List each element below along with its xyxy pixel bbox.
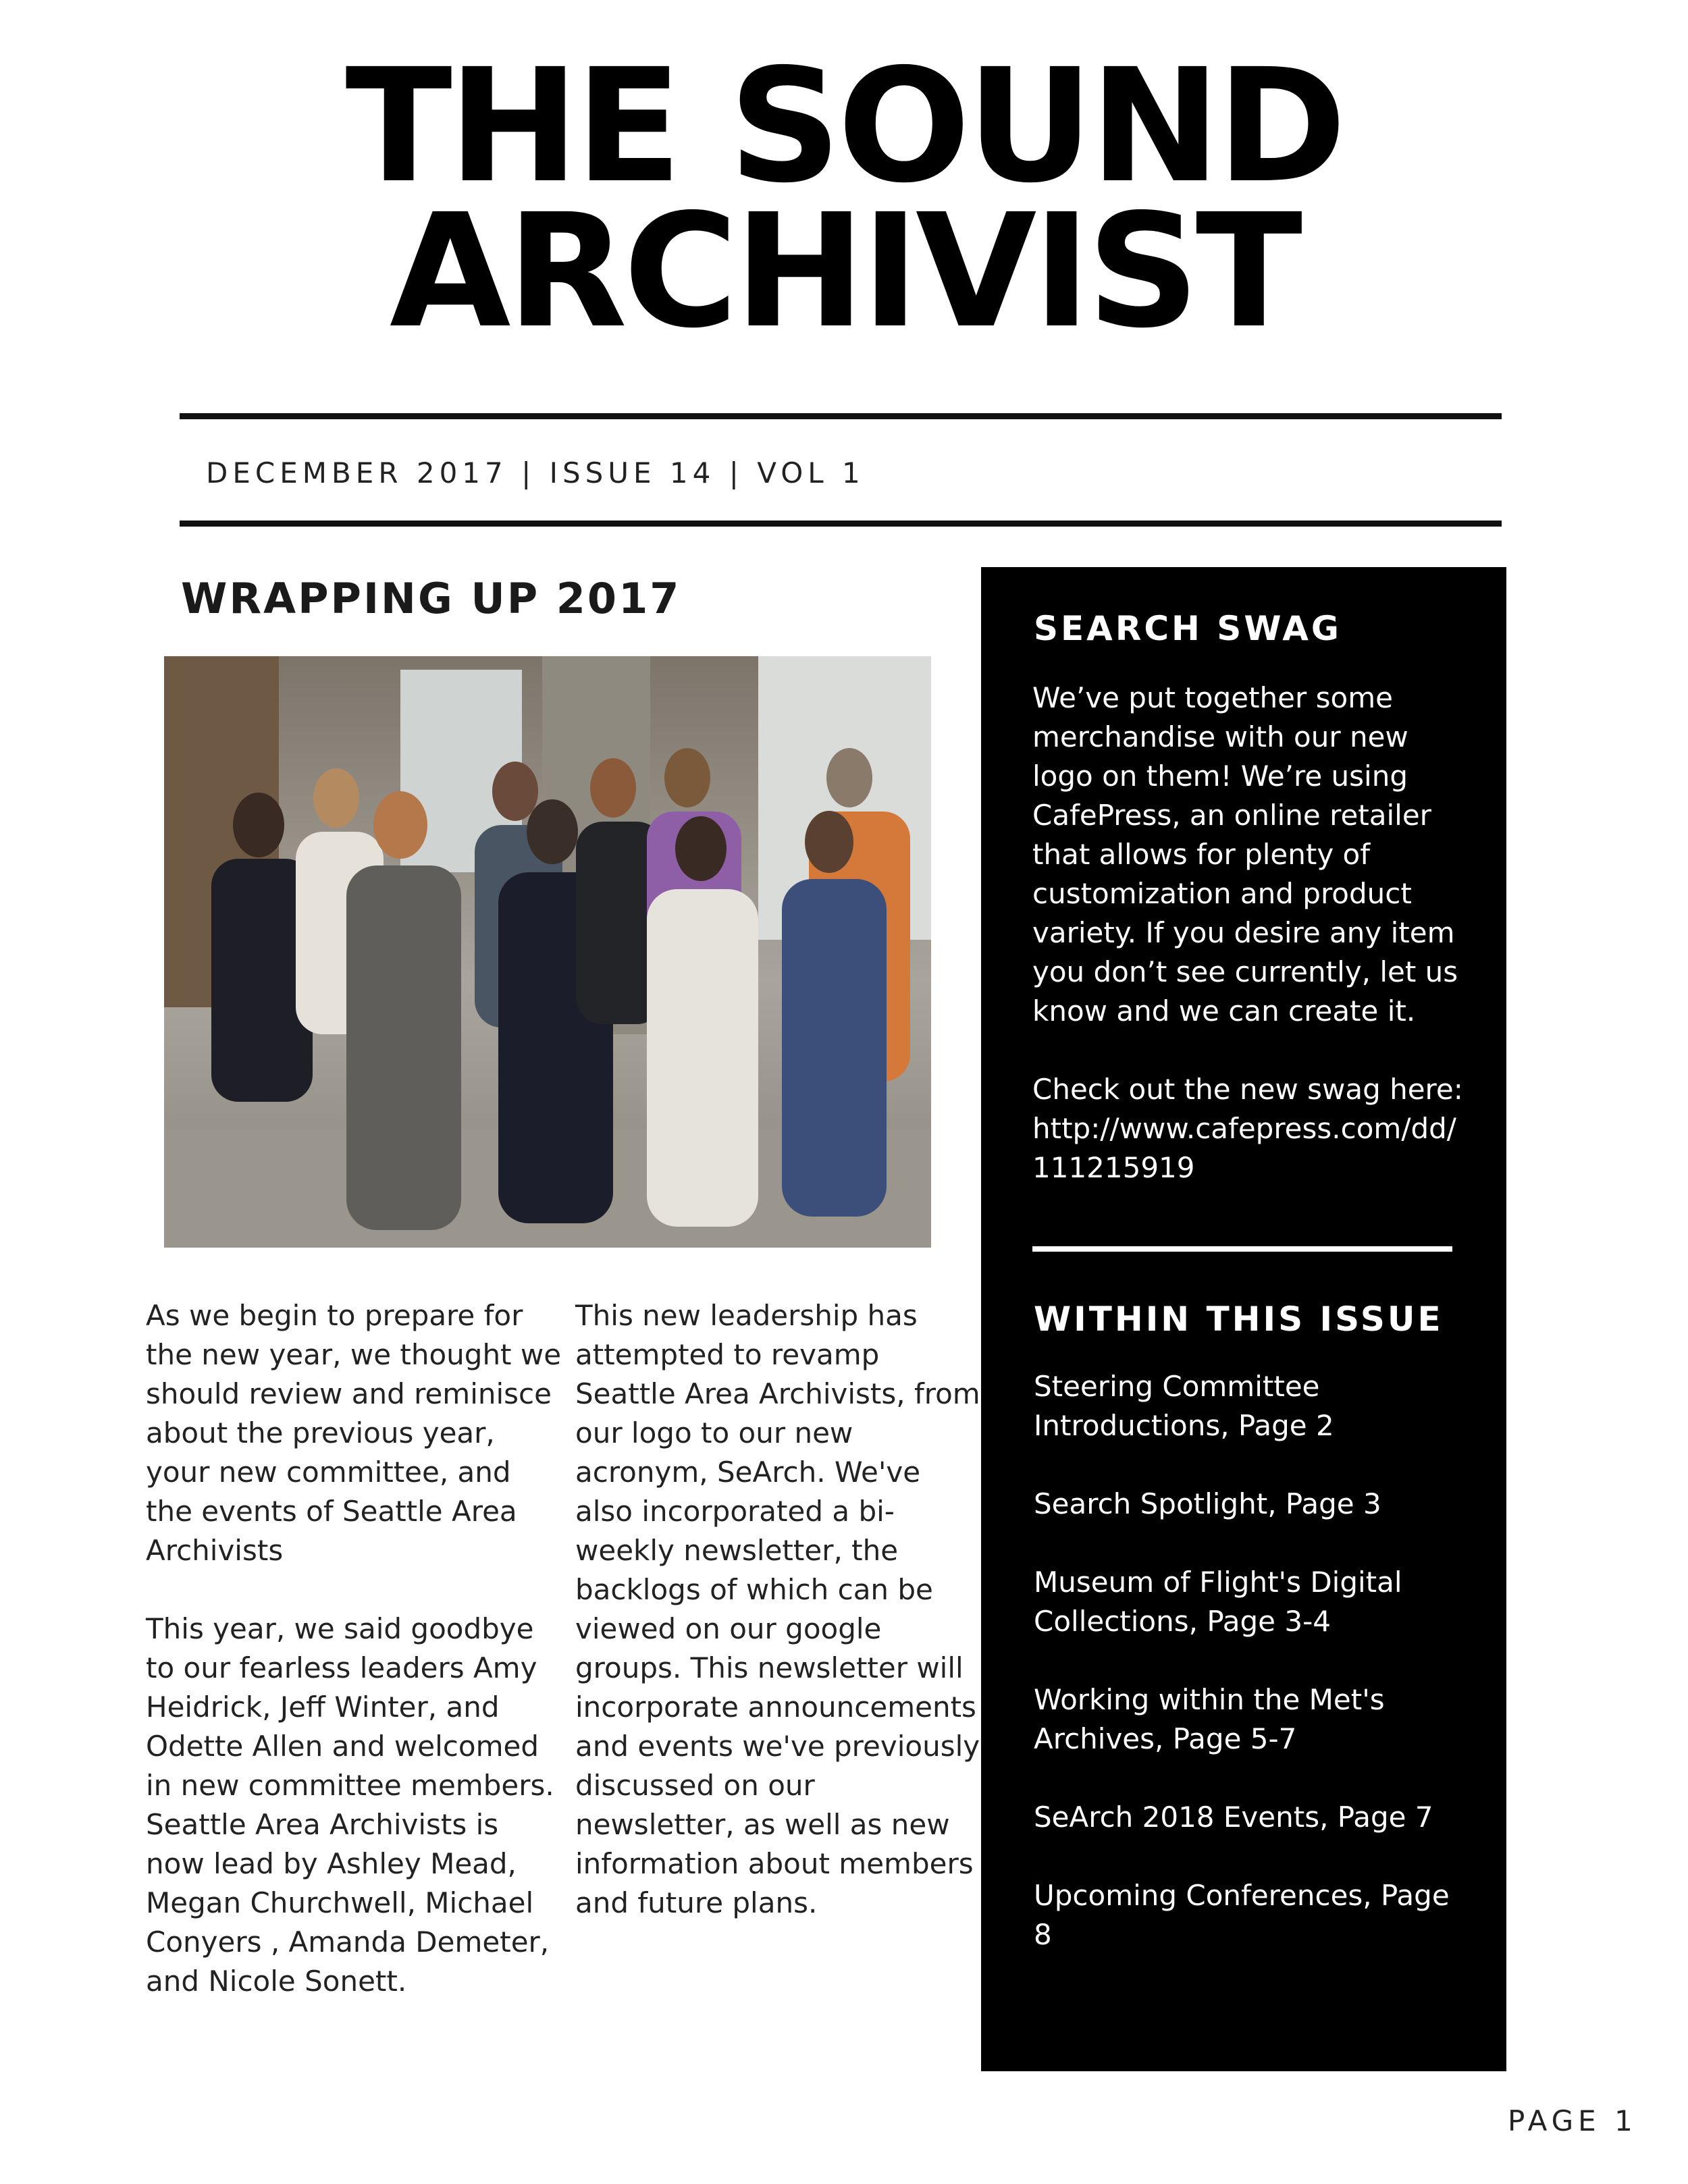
sidebar-divider	[1032, 1246, 1452, 1252]
sidebar-panel	[981, 567, 1506, 2071]
toc-item: Working within the Met's Archives, Page 5-7	[1034, 1683, 1385, 1755]
toc-item: Museum of Flight's Digital Collections, Page 3-4	[1034, 1566, 1402, 1638]
article-paragraph: This year, we said goodbye to our fearless leaders Amy Heidrick, Jeff Winter, and Odette Allen and welcomed in new committee members. Seattle Area Archivists is now lead by Ashley Mead, Megan Churchwell, Michael Conyers , Amanda Demeter, and Nicole Sonett.	[146, 1612, 554, 1998]
article-column-right	[575, 1296, 980, 1962]
toc-item: SeArch 2018 Events, Page 7	[1034, 1801, 1433, 1834]
toc-list	[1034, 1367, 1466, 1994]
masthead-line-2: ARCHIVIST	[389, 180, 1299, 363]
article-paragraph: As we begin to prepare for the new year, we thought we should review and reminisce about the previous year, your new committee, and the events of Seattle Area Archivists	[146, 1299, 562, 1567]
masthead-line-1: THE SOUND	[345, 35, 1343, 217]
article-paragraph: This new leadership has attempted to revamp Seattle Area Archivists, from our logo to our new acronym, SeArch. We've also incorporated a bi-weekly newsletter, the backlogs of which can be viewed on our google groups. This newsletter will incorporate announcements and events we've previously discussed on our newsletter, as well as new information about members and future plans.	[575, 1299, 980, 1919]
masthead-title	[0, 35, 1688, 363]
swag-title: SEARCH SWAG	[1034, 609, 1342, 648]
swag-body	[1032, 678, 1465, 1227]
page-number: PAGE 1	[1508, 2104, 1637, 2137]
swag-paragraph: We’ve put together some merchandise with our new logo on them! We’re using CafePress, an online retailer that allows for plenty of customization and product variety. If you desire any item you don’t see currently, let us know and we can create it.	[1032, 681, 1458, 1028]
article-headline: WRAPPING UP 2017	[181, 574, 681, 623]
toc-title: WITHIN THIS ISSUE	[1034, 1300, 1444, 1339]
toc-item: Upcoming Conferences, Page 8	[1034, 1879, 1450, 1951]
second-rule	[180, 521, 1502, 527]
toc-item: Steering Committee Introductions, Page 2	[1034, 1370, 1334, 1442]
top-rule	[180, 413, 1502, 419]
toc-item: Search Spotlight, Page 3	[1034, 1487, 1381, 1520]
issue-line: DECEMBER 2017 | ISSUE 14 | VOL 1	[206, 456, 865, 489]
article-column-left	[146, 1296, 564, 2040]
swag-link-paragraph[interactable]: Check out the new swag here: http://www.cafepress.com/dd/111215919	[1032, 1073, 1463, 1184]
group-photo	[164, 656, 931, 1248]
